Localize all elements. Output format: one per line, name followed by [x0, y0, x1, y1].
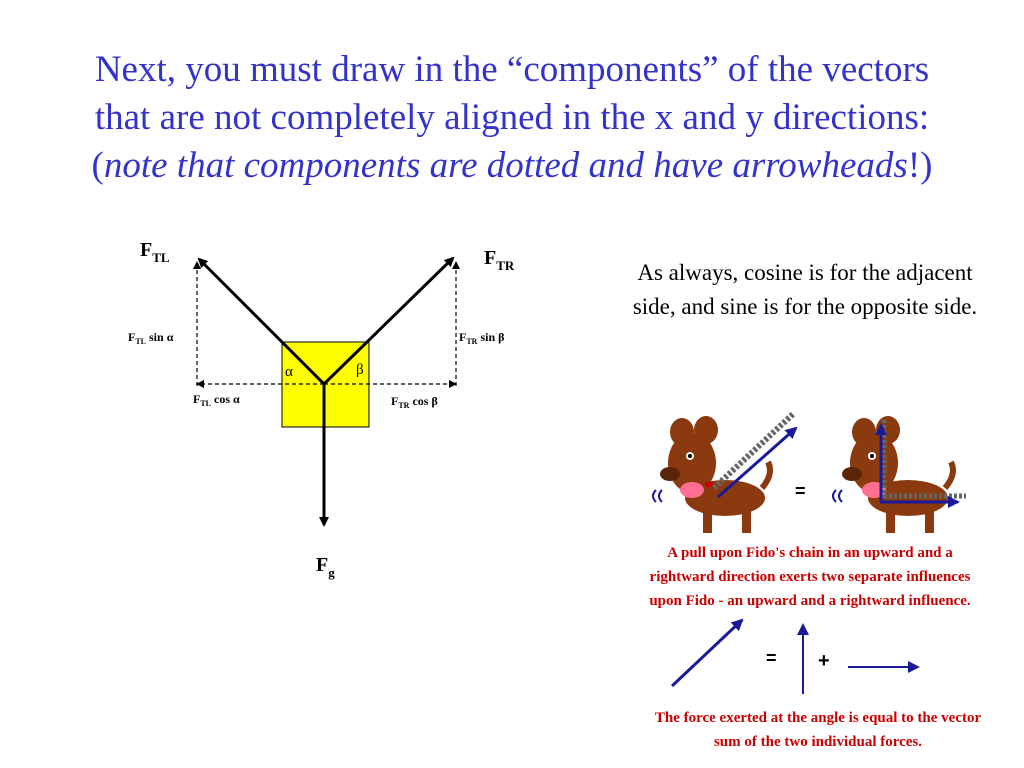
caption-2-line-2: sum of the two individual forces. [713, 734, 923, 750]
title-line-1: Next, you must draw in the “components” of the vectors [94, 49, 930, 90]
ftl-cos-label: $F_{TL}$ cos α [193, 392, 240, 408]
title-paren-close: !) [907, 145, 933, 186]
ftl-label: $F_{TL}$ [140, 239, 170, 265]
beta-label: β [356, 362, 364, 378]
dog-illustration-right [833, 416, 953, 533]
caption-2-line-1: The force exerted at the angle is equal to the vector [654, 710, 982, 726]
ftr-cos-label: $F_{TR}$ cos β [391, 394, 438, 410]
title-paren-open: ( [91, 145, 104, 186]
ftr-sin-label: $F_{TR}$ sin β [459, 330, 505, 346]
sum-diagonal-vector [672, 620, 742, 686]
alpha-label: α [285, 364, 293, 380]
dog-pull-vector-left [718, 428, 796, 497]
sum-equals-sign: = [766, 648, 777, 668]
dog-equals-sign: = [795, 481, 806, 501]
fg-label: $F_g$ [316, 554, 335, 580]
ftl-sin-label: $F_{TL}$ sin α [128, 330, 174, 346]
title-italic-note: note that components are dotted and have arrowheads [103, 145, 908, 186]
dog-chain-left [714, 414, 793, 488]
title-line-2: that are not completely aligned in the x and y directions: [94, 97, 930, 138]
ftr-label: $F_{TR}$ [484, 247, 515, 273]
caption-1-line-1: A pull upon Fido's chain in an upward and a [667, 545, 953, 561]
cosine-sine-note: As always, cosine is for the adjacent side, and sine is for the opposite side. [632, 260, 978, 319]
dog-illustration-left [653, 416, 770, 533]
sum-plus-sign: + [818, 650, 830, 672]
caption-1-line-2: rightward direction exerts two separate influences [649, 569, 971, 585]
caption-1-line-3: upon Fido - an upward and a rightward influence. [649, 593, 971, 609]
dog-tongue-left [680, 482, 704, 498]
